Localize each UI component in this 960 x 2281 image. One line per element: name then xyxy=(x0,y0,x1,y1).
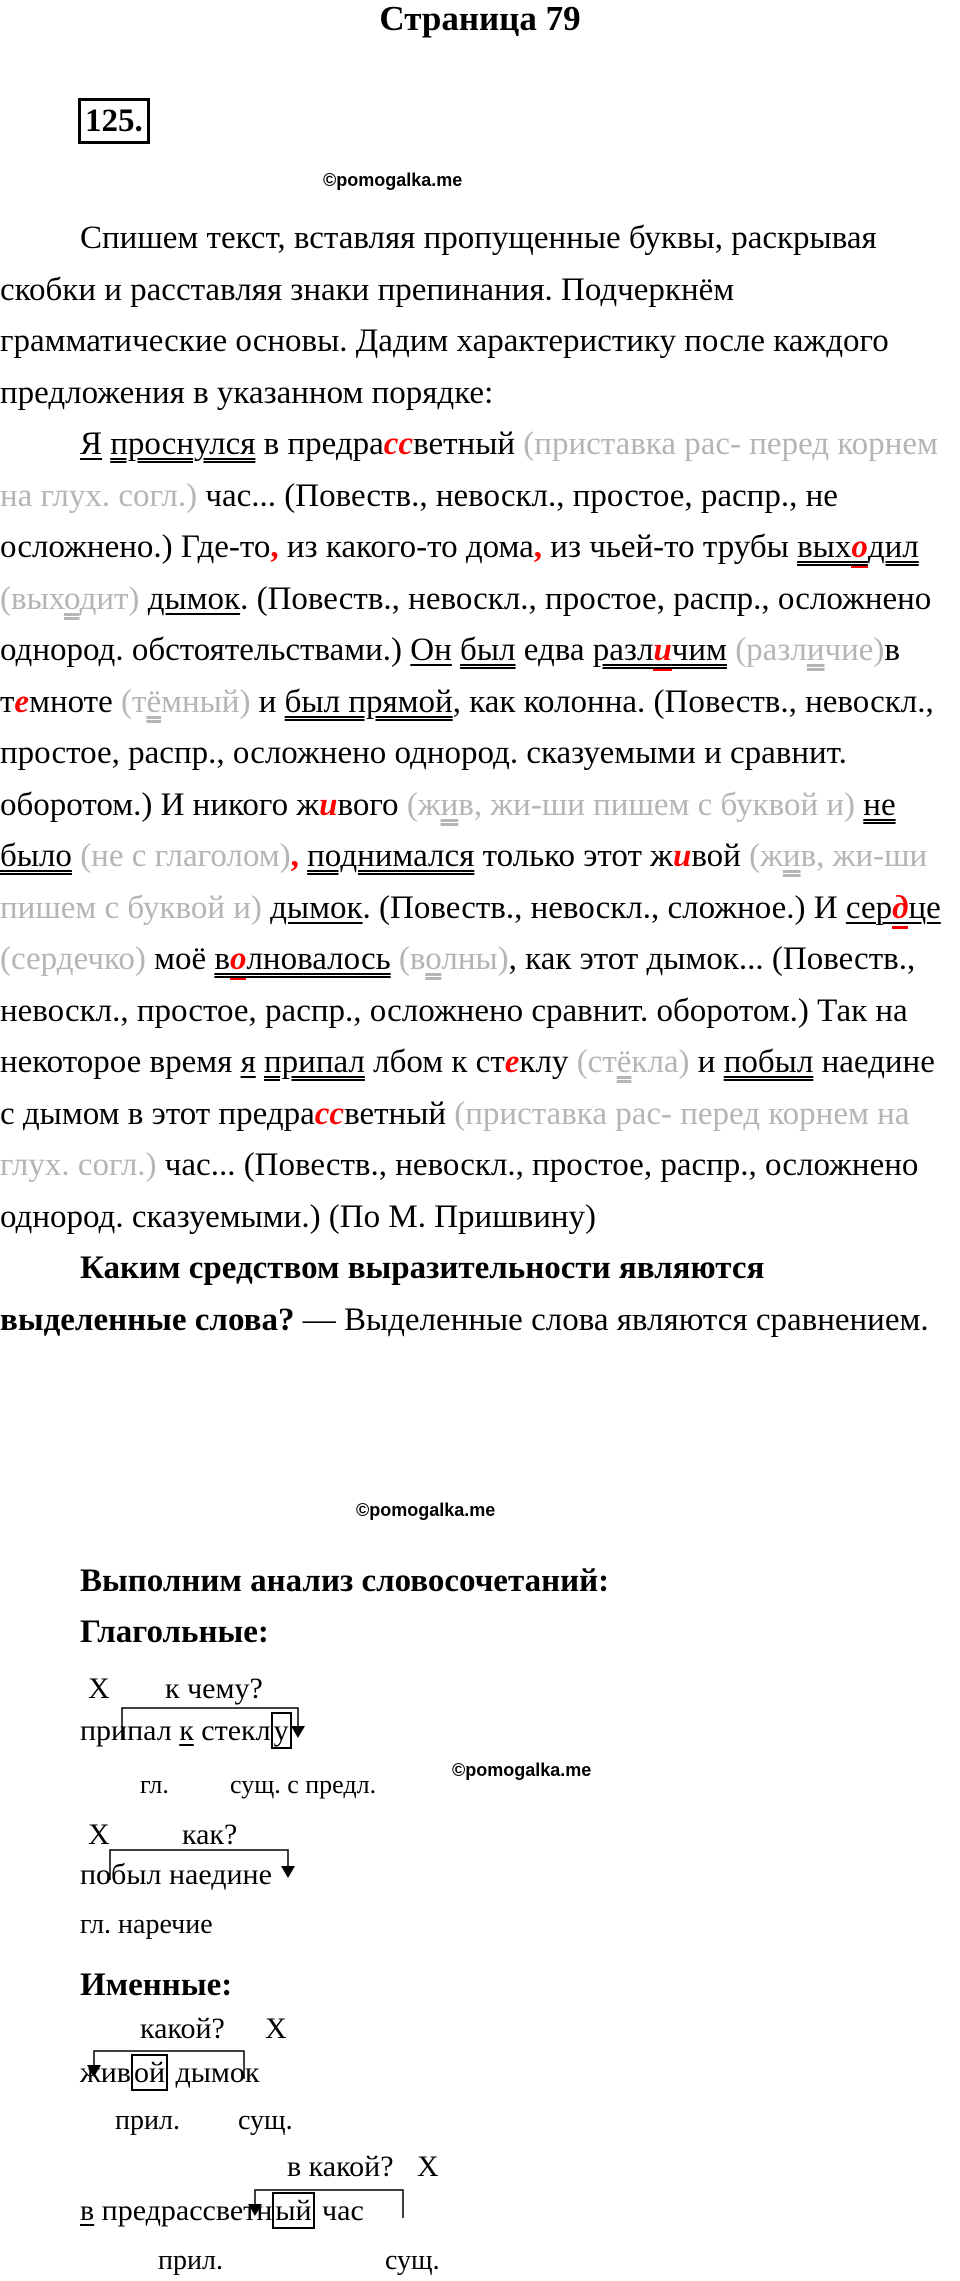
inserted-letter: е xyxy=(504,1044,520,1080)
spelling-note: (сердечко) xyxy=(0,941,146,977)
page-title: Страница 79 xyxy=(379,0,581,38)
sentence-characteristic: . (Повеств., невоскл., сложное.) xyxy=(362,889,806,926)
word: в предра xyxy=(263,426,384,462)
subject: я xyxy=(240,1044,256,1080)
pos-label: гл. наречие xyxy=(80,1909,213,1940)
question: Каким средством выразительности являются выделенные слова? xyxy=(0,1250,765,1338)
phrase-words: жив ой дымок xyxy=(80,2056,260,2089)
inserted-letter: и xyxy=(653,632,671,671)
subject: дымок xyxy=(147,580,241,617)
inserted-letter: и xyxy=(672,838,692,874)
pos-label: сущ. xyxy=(385,2245,440,2276)
spelling-note: (приставка рас- перед корнем на глух. согл.) xyxy=(0,426,938,514)
spelling-note: (жив, жи-ши пишем с буквой и) xyxy=(406,786,856,823)
inserted-letter: д xyxy=(892,890,908,929)
predicate: различим xyxy=(593,632,727,671)
word: И никого ж xyxy=(160,786,320,823)
watermark: ©pomogalka.me xyxy=(452,1760,592,1780)
ending-box: у xyxy=(271,1712,292,1749)
ending-box: ой xyxy=(131,2054,168,2091)
word: в т xyxy=(0,632,900,720)
word: вой xyxy=(691,838,741,874)
word: лбом к ст xyxy=(373,1044,505,1080)
phrase-question: в какой? xyxy=(287,2150,394,2183)
predicate: выходил xyxy=(797,529,919,568)
predicate: волновалось xyxy=(214,941,390,980)
phrase-words: в предрассветн ый час xyxy=(80,2194,364,2227)
spelling-note: (выходит) xyxy=(0,580,140,617)
pos-label: прил. xyxy=(115,2105,180,2136)
phrase-question: к чему? xyxy=(165,1672,263,1705)
inserted-letter: и xyxy=(319,786,338,823)
subject: Он xyxy=(410,632,452,668)
analysis-heading: Выполним анализ словосочетаний: xyxy=(80,1563,610,1599)
exercise-text xyxy=(0,213,945,1346)
spelling-note: (стёкла) xyxy=(576,1044,690,1080)
pos-label: гл. xyxy=(140,1770,169,1799)
phrase-diagram-2 xyxy=(0,1818,960,1938)
spelling-note: (различие) xyxy=(735,632,885,668)
phrase-words: побыл наедине xyxy=(80,1858,272,1891)
inserted-comma: , xyxy=(270,529,279,565)
word: вого xyxy=(337,786,399,823)
word: ветный xyxy=(413,426,516,462)
word: мноте xyxy=(29,683,113,720)
word: и xyxy=(697,1044,716,1080)
word: едва xyxy=(523,632,585,668)
inserted-letter: о xyxy=(230,941,247,980)
phrase-question: как? xyxy=(182,1818,238,1851)
phrase-question: какой? xyxy=(140,2012,225,2045)
main-word-mark: X xyxy=(88,1818,110,1851)
predicate: проснулся xyxy=(110,426,256,462)
spelling-note: (не с глаголом) xyxy=(80,838,291,874)
predicate: был прямой xyxy=(284,683,453,720)
main-word-mark: X xyxy=(88,1672,110,1705)
predicate: поднимался xyxy=(307,838,475,874)
inserted-letter: о xyxy=(851,529,868,568)
predicate: был xyxy=(460,632,516,668)
verbal-heading: Глагольные: xyxy=(80,1614,269,1650)
phrase-diagram-4 xyxy=(0,2150,960,2281)
main-word-mark: X xyxy=(417,2150,439,2183)
answer: — Выделенные слова являются сравнением. xyxy=(294,1301,929,1338)
spelling-note: (волны) xyxy=(398,941,509,977)
phrase-diagram-1 xyxy=(0,1672,960,1812)
watermark: ©pomogalka.me xyxy=(323,170,463,190)
nominal-heading: Именные: xyxy=(80,1967,233,2003)
sentence-characteristic: , как колонна. (Повеств., невоскл., простое, распр., осложнено однород. сказуемыми и сравнит. оборотом.) xyxy=(0,683,934,823)
word: клу xyxy=(519,1044,569,1080)
task-number: 125. xyxy=(78,98,150,144)
ending-box: ый xyxy=(272,2192,314,2229)
subject: сердце xyxy=(846,890,941,929)
sentence-characteristic: . (Повеств., невоскл., простое, распр., осложнено однород. обстоятельствами.) xyxy=(0,580,932,668)
inserted-comma: , xyxy=(533,529,543,565)
spelling-note: (жив, жи-ши пишем с буквой и) xyxy=(0,838,928,926)
predicate: побыл xyxy=(723,1044,814,1080)
dictation-text xyxy=(0,419,945,1243)
main-word-mark: X xyxy=(265,2012,287,2045)
word: только этот ж xyxy=(482,838,673,874)
predicate: припал xyxy=(264,1044,365,1080)
word: наедине с дымом в этот предра xyxy=(0,1044,935,1132)
phrase-words: припал к стекл у xyxy=(80,1714,292,1748)
predicate: не было xyxy=(0,786,896,874)
inserted-comma: , xyxy=(290,838,299,874)
word: Где-то xyxy=(180,529,271,565)
instruction: Спишем текст, вставляя пропущенные буквы, раскрывая скобки и расставляя знаки препинания. Подчеркнём грамматические основы. Дадим характеристику после каждого предложения в указанном порядке: xyxy=(0,220,889,411)
inserted-letters: сс xyxy=(314,1095,345,1132)
subject: дымок xyxy=(270,889,363,926)
sentence-characteristic: , как этот дымок... (Повеств., невоскл., простое, распр., осложнено сравнит. оборотом.) xyxy=(0,941,916,1029)
question-answer xyxy=(0,1243,945,1346)
word: из чьей-то трубы xyxy=(550,529,789,565)
word: моё xyxy=(154,941,207,977)
spelling-note: (приставка рас- перед корнем на глух. согл.) xyxy=(0,1095,910,1183)
pos-label: сущ. с предл. xyxy=(230,1770,377,1799)
sentence-characteristic: час... (Повеств., невоскл., простое, распр., осложнено однород. сказуемыми.) (По М. Пришвину) xyxy=(0,1147,919,1235)
inserted-letter: е xyxy=(14,683,30,720)
word: и xyxy=(258,683,277,720)
phrase-diagram-3 xyxy=(0,2012,960,2136)
word: И xyxy=(813,889,838,926)
sentence-characteristic: час... (Повеств., невоскл., простое, распр., не осложнено.) xyxy=(0,477,838,565)
word: ветный xyxy=(344,1095,447,1132)
watermark: ©pomogalka.me xyxy=(356,1500,496,1520)
inserted-letters: сс xyxy=(383,426,414,462)
pos-label: сущ. xyxy=(238,2105,293,2136)
spelling-note: (тёмный) xyxy=(121,683,251,720)
subject: Я xyxy=(80,426,103,462)
pos-label: прил. xyxy=(158,2245,223,2276)
word: из какого-то дома xyxy=(286,529,534,565)
word: Так на некоторое время xyxy=(0,992,908,1080)
